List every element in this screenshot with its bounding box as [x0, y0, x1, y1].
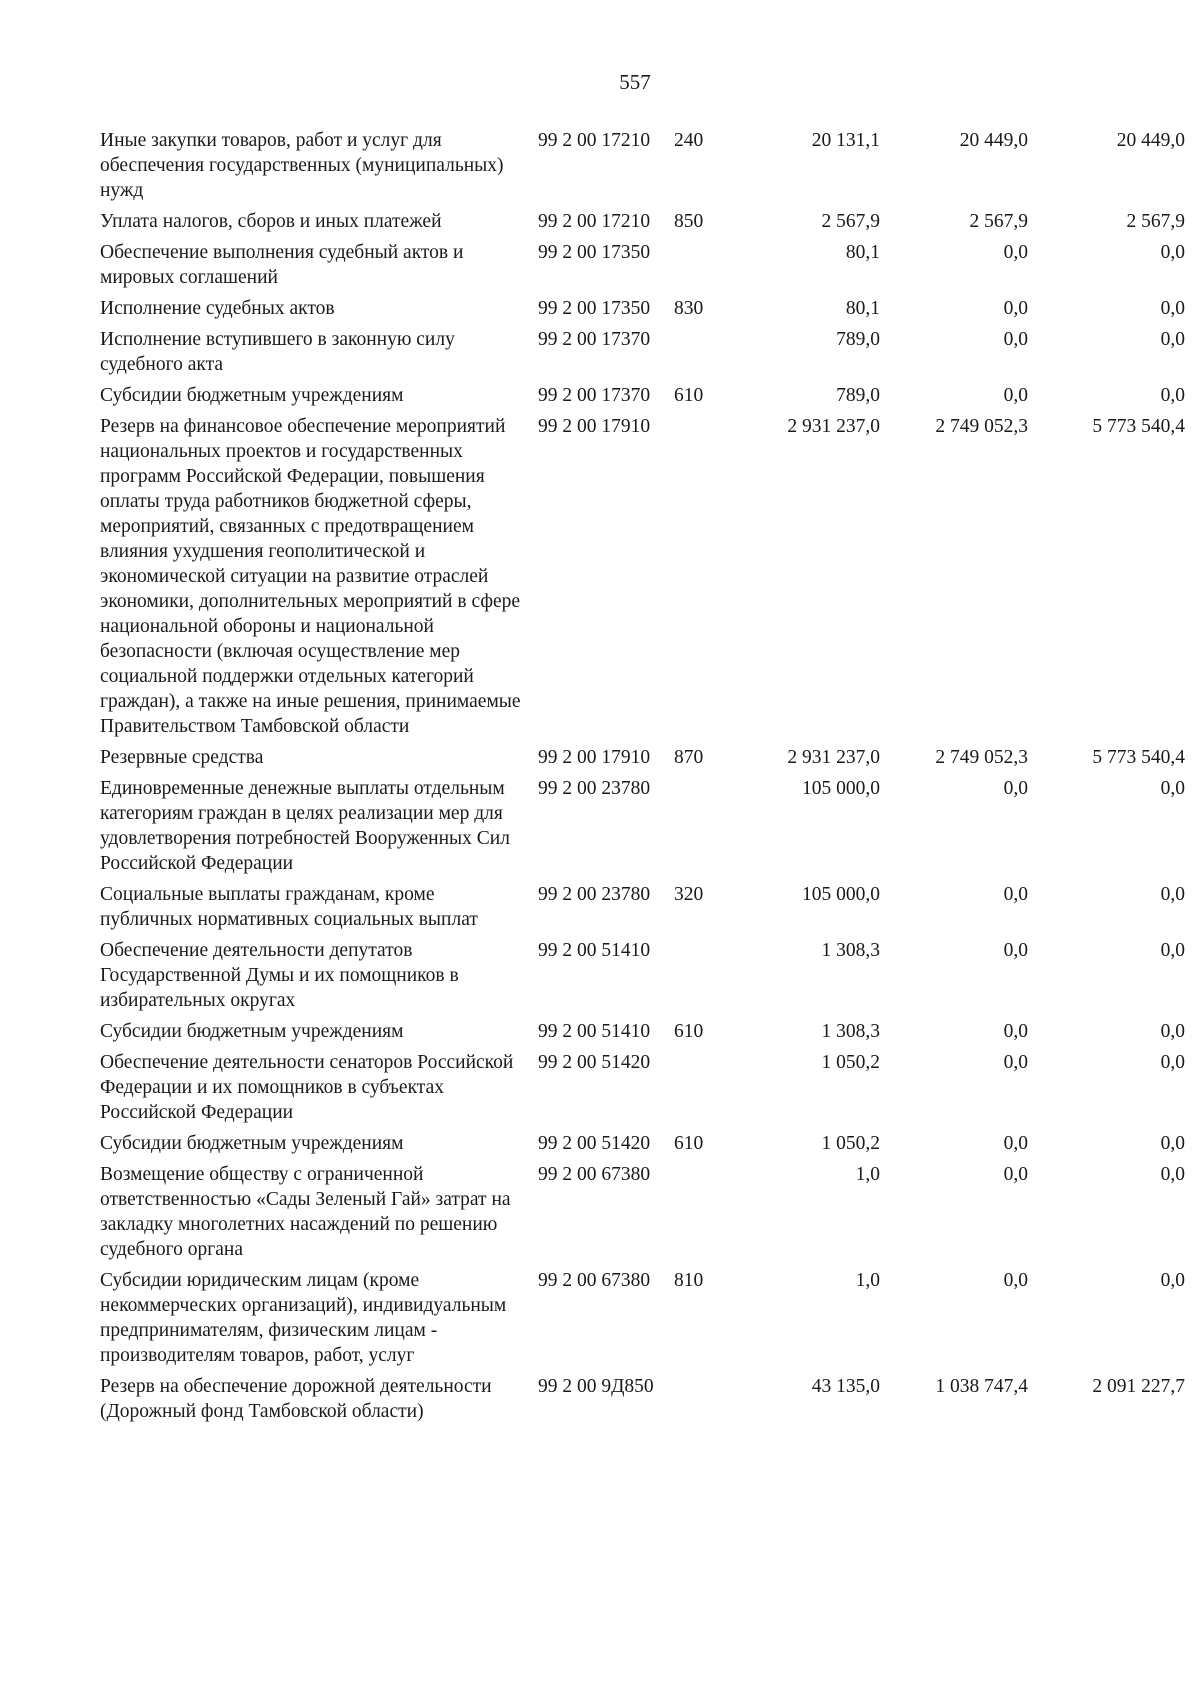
- amount-year-3: 0,0: [1160, 298, 1185, 319]
- expense-type-code: 610: [674, 1021, 704, 1042]
- amount-year-1: 1,0: [855, 1270, 880, 1291]
- amount-year-2: 0,0: [1003, 1052, 1028, 1073]
- amount-year-1: 105 000,0: [802, 778, 880, 799]
- expense-type-code: 850: [674, 211, 704, 232]
- target-article-code: 99 2 00 67380: [538, 1164, 651, 1185]
- expense-type-code: 320: [674, 884, 704, 905]
- target-article-code: 99 2 00 51420: [538, 1133, 651, 1154]
- amount-year-1: 2 931 237,0: [787, 747, 880, 768]
- target-article-code: 99 2 00 17910: [538, 416, 651, 437]
- target-article-code: 99 2 00 23780: [538, 778, 651, 799]
- expense-type-code: 610: [674, 1133, 704, 1154]
- target-article-code: 99 2 00 17370: [538, 329, 651, 350]
- table-row: [100, 882, 1185, 938]
- row-name: Исполнение судебных актов: [100, 298, 335, 319]
- row-name: Субсидии бюджетным учреждениям: [100, 1133, 404, 1154]
- row-name: Резерв на обеспечение дорожной деятельности (Дорожный фонд Тамбовской области): [100, 1376, 492, 1422]
- target-article-code: 99 2 00 51420: [538, 1052, 651, 1073]
- row-name: Обеспечение деятельности сенаторов Российской Федерации и их помощников в субъектах Российской Федерации: [100, 1052, 514, 1123]
- row-name: Социальные выплаты гражданам, кроме публичных нормативных социальных выплат: [100, 884, 478, 930]
- table-row: [100, 776, 1185, 882]
- target-article-code: 99 2 00 17210: [538, 211, 651, 232]
- amount-year-3: 20 449,0: [1116, 130, 1185, 151]
- page-number: 557: [619, 70, 651, 94]
- amount-year-3: 5 773 540,4: [1092, 747, 1185, 768]
- row-name: Обеспечение выполнения судебный актов и мировых соглашений: [100, 242, 464, 288]
- amount-year-2: 0,0: [1003, 778, 1028, 799]
- amount-year-2: 0,0: [1003, 1164, 1028, 1185]
- target-article-code: 99 2 00 23780: [538, 884, 651, 905]
- row-name: Субсидии бюджетным учреждениям: [100, 1021, 404, 1042]
- amount-year-2: 0,0: [1003, 1021, 1028, 1042]
- expense-type-code: [670, 240, 725, 296]
- table-row: [100, 296, 1185, 327]
- amount-year-2: 2 567,9: [969, 211, 1028, 232]
- target-article-code: 99 2 00 51410: [538, 1021, 651, 1042]
- amount-year-2: 0,0: [1003, 385, 1028, 406]
- target-article-code: 99 2 00 17910: [538, 747, 651, 768]
- table-row: [100, 128, 1185, 209]
- amount-year-3: 0,0: [1160, 778, 1185, 799]
- table-row: [100, 1162, 1185, 1268]
- amount-year-1: 789,0: [836, 385, 880, 406]
- row-name: Субсидии юридическим лицам (кроме некоммерческих организаций), индивидуальным предпринимателям, физическим лицам - производителям товаров, работ, услуг: [100, 1270, 507, 1366]
- table-row: [100, 327, 1185, 383]
- amount-year-3: 0,0: [1160, 329, 1185, 350]
- amount-year-2: 20 449,0: [959, 130, 1028, 151]
- expense-type-code: 610: [674, 385, 704, 406]
- expense-type-code: [670, 1374, 725, 1430]
- expense-type-code: [670, 776, 725, 882]
- row-name: Возмещение обществу с ограниченной ответственностью «Сады Зеленый Гай» затрат на закладку многолетних насаждений по решению судебного органа: [100, 1164, 511, 1260]
- row-name: Исполнение вступившего в законную силу судебного акта: [100, 329, 455, 375]
- amount-year-3: 0,0: [1160, 1164, 1185, 1185]
- amount-year-3: 2 091 227,7: [1092, 1376, 1185, 1397]
- amount-year-1: 105 000,0: [802, 884, 880, 905]
- table-row: [100, 1050, 1185, 1131]
- budget-table-body: [100, 128, 1185, 1430]
- expense-type-code: 810: [674, 1270, 704, 1291]
- expense-type-code: [670, 938, 725, 1019]
- table-row: [100, 1374, 1185, 1430]
- table-row: [100, 383, 1185, 414]
- row-name: Резерв на финансовое обеспечение мероприятий национальных проектов и государственных программ Российской Федерации, повышения оплаты труда работников бюджетной сферы, мероприятий, связанных с предотвращением влияния ухудшения геополитической и экономической ситуации на развитие отраслей экономики, дополнительных мероприятий в сфере национальной обороны и национальной безопасности (включая осуществление мер социальной поддержки отдельных категорий граждан), а также на иные решения, принимаемые Правительством Тамбовской области: [100, 416, 521, 737]
- table-row: [100, 209, 1185, 240]
- target-article-code: 99 2 00 17210: [538, 130, 651, 151]
- expense-type-code: 830: [674, 298, 704, 319]
- amount-year-3: 0,0: [1160, 1021, 1185, 1042]
- table-row: [100, 1019, 1185, 1050]
- amount-year-1: 20 131,1: [811, 130, 880, 151]
- amount-year-2: 0,0: [1003, 884, 1028, 905]
- row-name: Единовременные денежные выплаты отдельным категориям граждан в целях реализации мер для удовлетворения потребностей Вооруженных Сил Российской Федерации: [100, 778, 510, 874]
- amount-year-2: 2 749 052,3: [935, 747, 1028, 768]
- amount-year-3: 5 773 540,4: [1092, 416, 1185, 437]
- amount-year-1: 80,1: [845, 298, 880, 319]
- amount-year-2: 0,0: [1003, 242, 1028, 263]
- amount-year-1: 1 308,3: [821, 1021, 880, 1042]
- expense-type-code: [670, 327, 725, 383]
- expense-type-code: [670, 414, 725, 745]
- target-article-code: 99 2 00 17370: [538, 385, 651, 406]
- expense-type-code: [670, 1050, 725, 1131]
- amount-year-3: 2 567,9: [1126, 211, 1185, 232]
- amount-year-1: 789,0: [836, 329, 880, 350]
- amount-year-2: 0,0: [1003, 940, 1028, 961]
- amount-year-3: 0,0: [1160, 385, 1185, 406]
- amount-year-1: 1,0: [855, 1164, 880, 1185]
- row-name: Иные закупки товаров, работ и услуг для обеспечения государственных (муниципальных) нужд: [100, 130, 504, 201]
- amount-year-3: 0,0: [1160, 884, 1185, 905]
- amount-year-1: 2 567,9: [821, 211, 880, 232]
- amount-year-2: 0,0: [1003, 1133, 1028, 1154]
- target-article-code: 99 2 00 9Д850: [538, 1376, 654, 1397]
- amount-year-3: 0,0: [1160, 940, 1185, 961]
- amount-year-1: 1 050,2: [821, 1052, 880, 1073]
- target-article-code: 99 2 00 17350: [538, 242, 651, 263]
- target-article-code: 99 2 00 17350: [538, 298, 651, 319]
- amount-year-1: 1 050,2: [821, 1133, 880, 1154]
- table-row: [100, 745, 1185, 776]
- amount-year-2: 0,0: [1003, 329, 1028, 350]
- amount-year-3: 0,0: [1160, 1270, 1185, 1291]
- amount-year-3: 0,0: [1160, 1052, 1185, 1073]
- row-name: Субсидии бюджетным учреждениям: [100, 385, 404, 406]
- amount-year-1: 1 308,3: [821, 940, 880, 961]
- row-name: Обеспечение деятельности депутатов Государственной Думы и их помощников в избирательных округах: [100, 940, 459, 1011]
- expense-type-code: [670, 1162, 725, 1268]
- table-row: [100, 938, 1185, 1019]
- table-row: [100, 1131, 1185, 1162]
- amount-year-3: 0,0: [1160, 1133, 1185, 1154]
- amount-year-1: 43 135,0: [811, 1376, 880, 1397]
- amount-year-3: 0,0: [1160, 242, 1185, 263]
- row-name: Уплата налогов, сборов и иных платежей: [100, 211, 442, 232]
- table-row: [100, 414, 1185, 745]
- target-article-code: 99 2 00 51410: [538, 940, 651, 961]
- target-article-code: 99 2 00 67380: [538, 1270, 651, 1291]
- amount-year-2: 0,0: [1003, 298, 1028, 319]
- row-name: Резервные средства: [100, 747, 264, 768]
- amount-year-1: 2 931 237,0: [787, 416, 880, 437]
- budget-table: [100, 128, 1185, 1430]
- expense-type-code: 870: [674, 747, 704, 768]
- amount-year-2: 0,0: [1003, 1270, 1028, 1291]
- expense-type-code: 240: [674, 130, 704, 151]
- table-row: [100, 1268, 1185, 1374]
- amount-year-2: 2 749 052,3: [935, 416, 1028, 437]
- amount-year-1: 80,1: [845, 242, 880, 263]
- amount-year-2: 1 038 747,4: [935, 1376, 1028, 1397]
- table-row: [100, 240, 1185, 296]
